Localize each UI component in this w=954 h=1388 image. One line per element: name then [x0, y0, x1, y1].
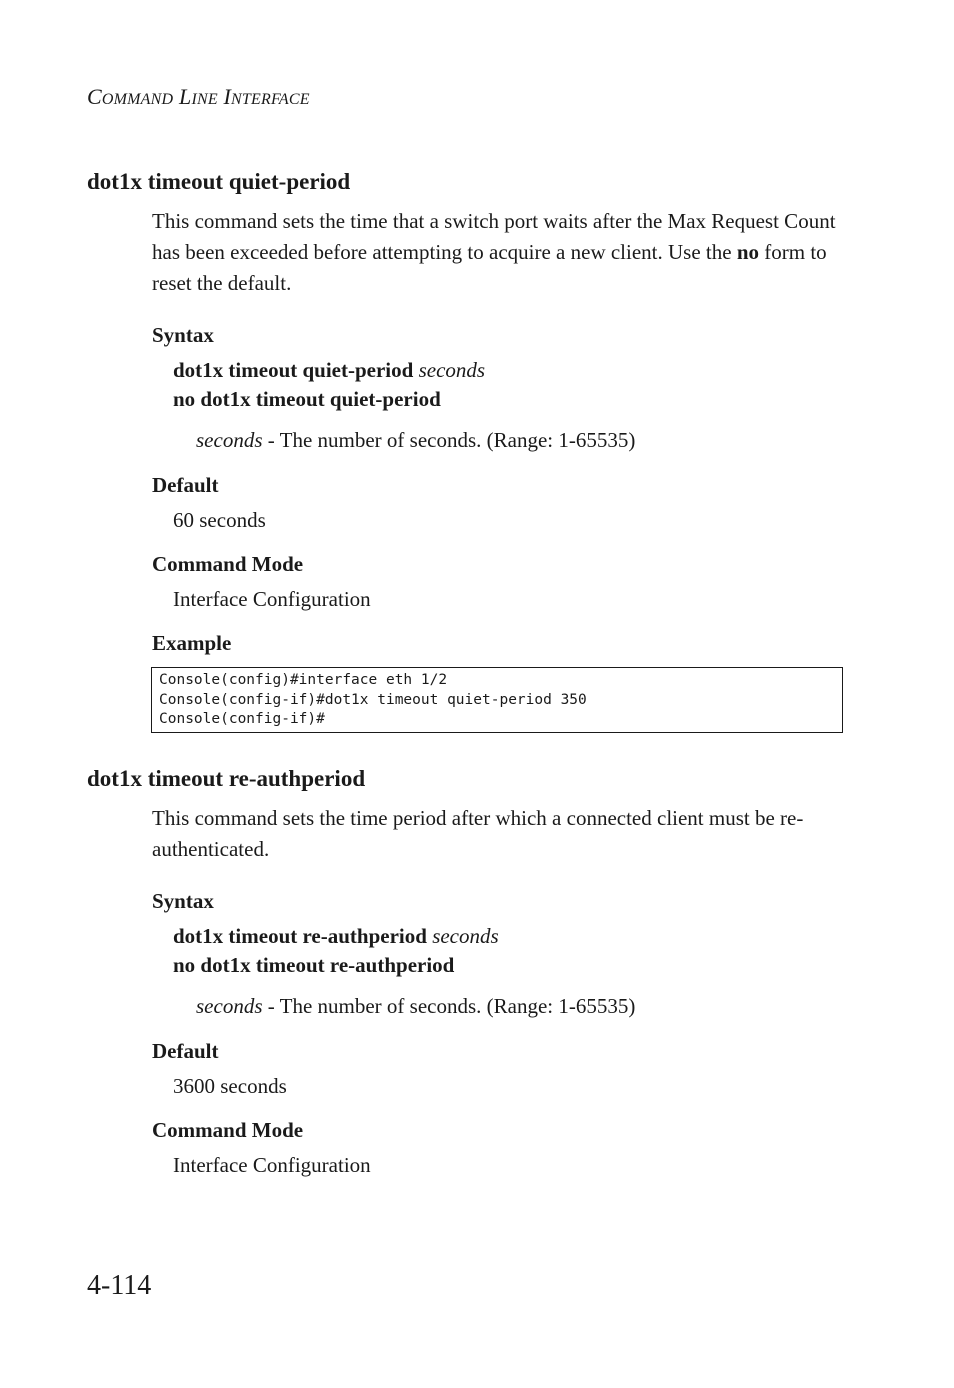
- parameter-description: seconds - The number of seconds. (Range: 1-65535): [196, 428, 636, 452]
- section-description: This command sets the time period after which a connected client must be re-authenticated.: [152, 806, 804, 861]
- syntax-no-command: no dot1x timeout re-authperiod: [173, 953, 455, 977]
- default-heading: Default: [152, 473, 219, 497]
- section-title: dot1x timeout re-authperiod: [87, 766, 366, 791]
- syntax-command: dot1x timeout quiet-period seconds: [173, 358, 486, 382]
- code-line: Console(config-if)#dot1x timeout quiet-period 350: [159, 691, 587, 708]
- default-value: 3600 seconds: [173, 1074, 287, 1098]
- running-header: COMMAND LINE INTERFACE: [87, 84, 310, 109]
- default-heading: Default: [152, 1039, 219, 1063]
- page-number: 4-114: [87, 1270, 152, 1301]
- syntax-heading: Syntax: [152, 323, 214, 347]
- command-mode-value: Interface Configuration: [173, 1153, 371, 1177]
- example-code-box: [151, 667, 843, 733]
- section-description: This command sets the time that a switch port waits after the Max Request Count has been exceeded before attempting to acquire a new client. Use the no form to reset the default.: [152, 209, 836, 295]
- syntax-command: dot1x timeout re-authperiod seconds: [173, 924, 499, 948]
- default-value: 60 seconds: [173, 508, 266, 532]
- code-line: Console(config)#interface eth 1/2: [159, 672, 448, 688]
- syntax-no-command: no dot1x timeout quiet-period: [173, 387, 441, 411]
- code-line: Console(config-if)#: [159, 711, 325, 727]
- command-mode-heading: Command Mode: [152, 1118, 304, 1142]
- parameter-description: seconds - The number of seconds. (Range: 1-65535): [196, 994, 636, 1018]
- section-title: dot1x timeout quiet-period: [87, 169, 351, 194]
- command-mode-value: Interface Configuration: [173, 587, 371, 611]
- syntax-heading: Syntax: [152, 889, 214, 913]
- example-heading: Example: [152, 631, 232, 655]
- command-mode-heading: Command Mode: [152, 552, 304, 576]
